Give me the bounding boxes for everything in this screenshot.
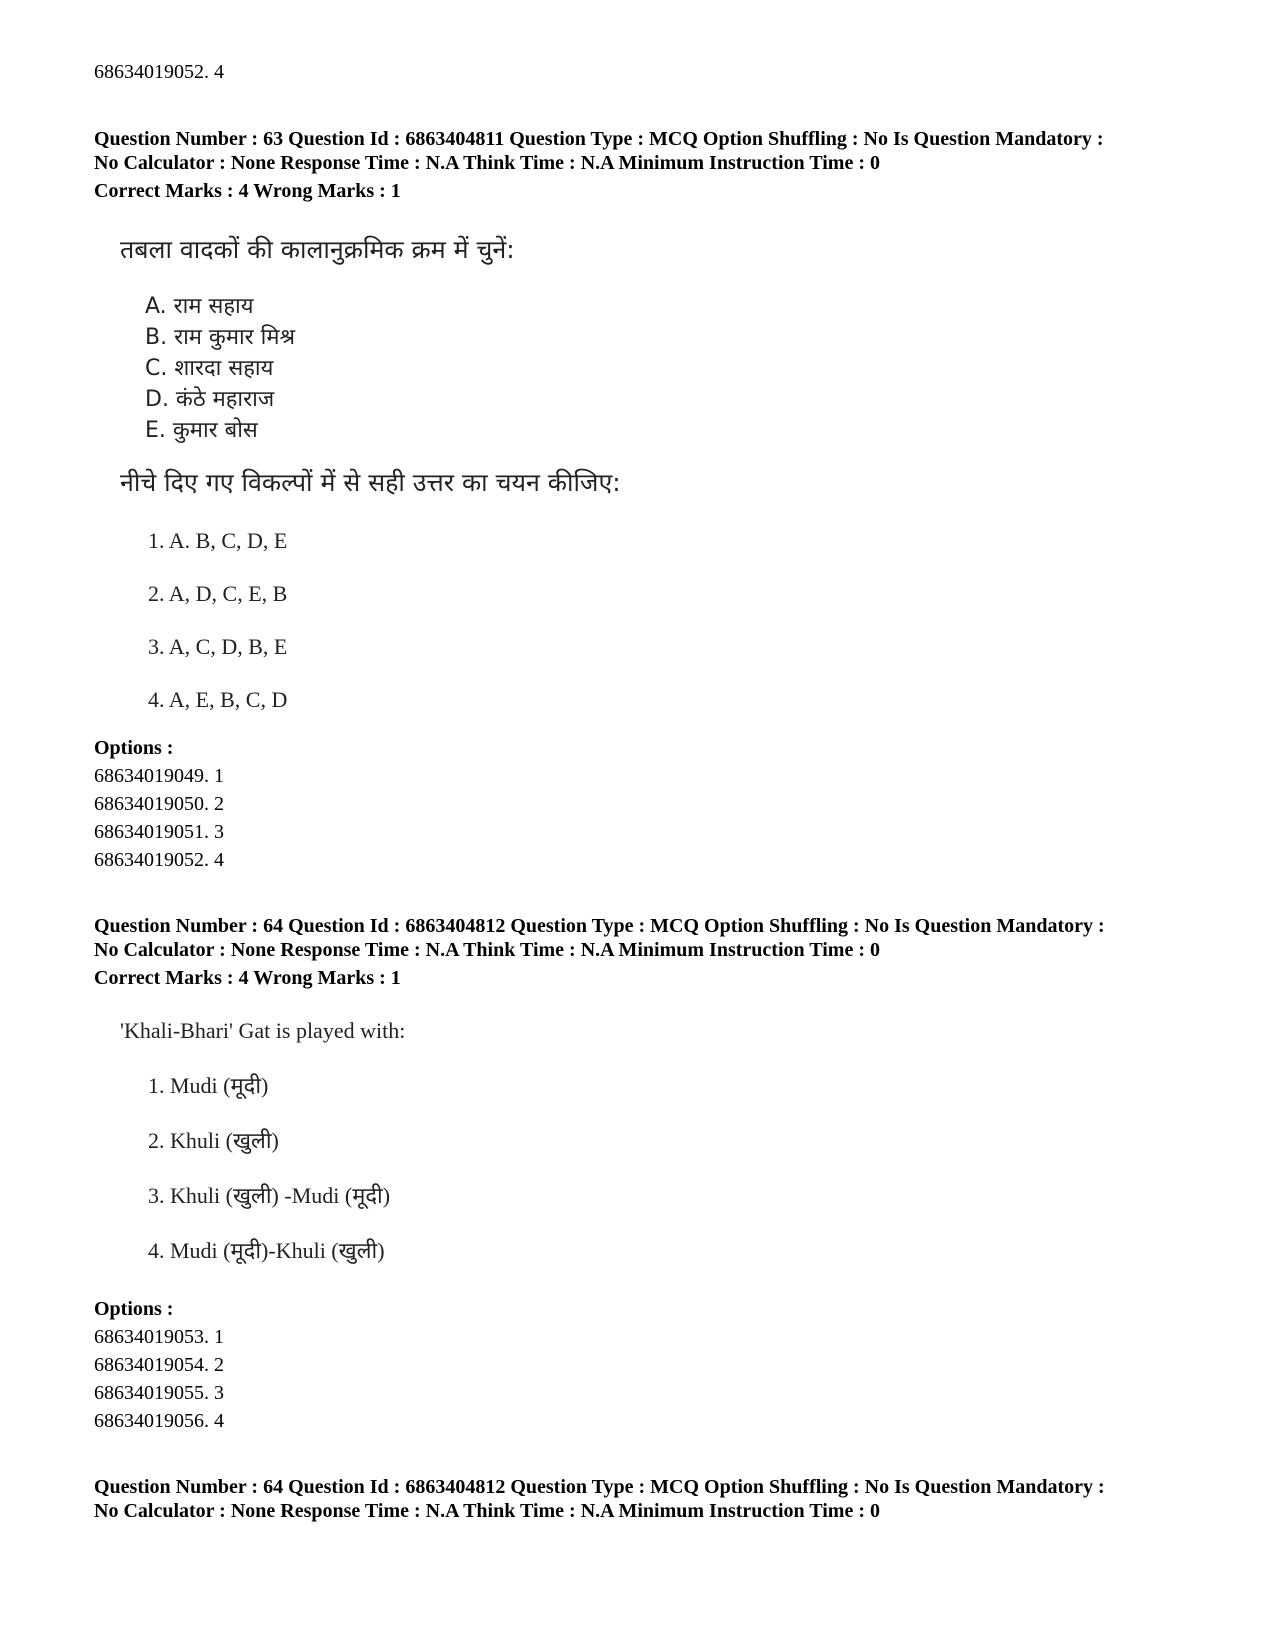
q64-option-1: 68634019053. 1 [94,1326,224,1348]
q64-repeat-header-line1: Question Number : 64 Question Id : 6863404812 Question Type : MCQ Option Shuffling : No Is Question Mandatory : [94,1476,1105,1498]
q64-choice-4: 4. Mudi (मूदी)-Khuli (खुली) [148,1238,385,1263]
q63-header-line2: No Calculator : None Response Time : N.A Think Time : N.A Minimum Instruction Time : 0 [94,152,880,174]
q63-header-line1: Question Number : 63 Question Id : 6863404811 Question Type : MCQ Option Shuffling : No Is Question Mandatory : [94,128,1104,150]
q64-repeat-header-line2: No Calculator : None Response Time : N.A Think Time : N.A Minimum Instruction Time : 0 [94,1500,880,1522]
q63-option-3: 68634019051. 3 [94,821,224,843]
q64-marks: Correct Marks : 4 Wrong Marks : 1 [94,967,401,989]
q64-header-line1: Question Number : 64 Question Id : 6863404812 Question Type : MCQ Option Shuffling : No Is Question Mandatory : [94,915,1105,937]
q63-choice-1: 1. A. B, C, D, E [148,528,288,553]
previous-option-line: 68634019052. 4 [94,61,224,83]
q63-item-a: A. राम सहाय [145,294,254,319]
q64-header-line2: No Calculator : None Response Time : N.A Think Time : N.A Minimum Instruction Time : 0 [94,939,880,961]
q64-choice-3: 3. Khuli (खुली) -Mudi (मूदी) [148,1183,391,1208]
q63-option-2: 68634019050. 2 [94,793,224,815]
q63-marks: Correct Marks : 4 Wrong Marks : 1 [94,180,401,202]
q64-option-2: 68634019054. 2 [94,1354,224,1376]
q63-item-e: E. कुमार बोस [145,418,258,443]
q64-choice-2: 2. Khuli (खुली) [148,1128,279,1153]
q63-choice-2: 2. A, D, C, E, B [148,581,288,606]
q64-option-4: 68634019056. 4 [94,1410,224,1432]
q63-option-4: 68634019052. 4 [94,849,224,871]
q63-item-d: D. कंठे महाराज [145,387,275,412]
q64-option-3: 68634019055. 3 [94,1382,224,1404]
q64-choice-1: 1. Mudi (मूदी) [148,1073,269,1098]
q63-item-c: C. शारदा सहाय [145,356,274,381]
q64-options-label: Options : [94,1298,174,1320]
q63-options-label: Options : [94,737,174,759]
q63-instruction: नीचे दिए गए विकल्पों में से सही उत्तर का चयन कीजिए: [120,468,621,497]
q64-question-title: 'Khali-Bhari' Gat is played with: [120,1018,406,1043]
q63-choice-4: 4. A, E, B, C, D [148,687,288,712]
q63-item-b: B. राम कुमार मिश्र [145,325,296,350]
q63-option-1: 68634019049. 1 [94,765,224,787]
q63-question-title: तबला वादकों की कालानुक्रमिक क्रम में चुनें: [120,235,515,264]
q63-choice-3: 3. A, C, D, B, E [148,634,288,659]
